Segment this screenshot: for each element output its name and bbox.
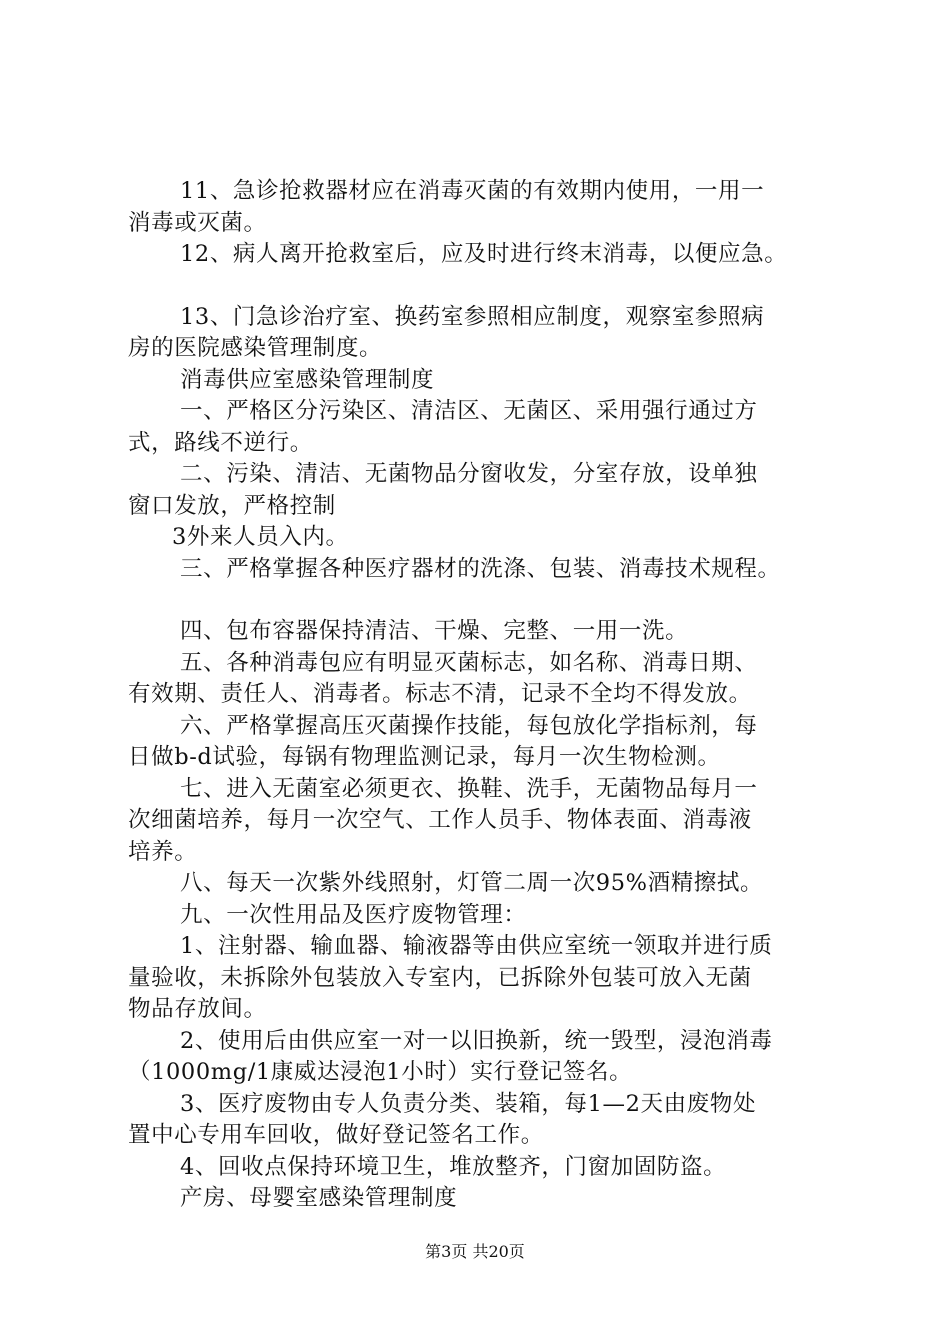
text-line: 二、污染、清洁、无菌物品分窗收发，分室存放，设单独 <box>180 461 758 487</box>
text-line: 3、医疗废物由专人负责分类、装箱，每1—2天由废物处 <box>180 1090 757 1117</box>
text-line: 2、使用后由供应室一对一以旧换新，统一毁型，浸泡消毒 <box>180 1027 773 1054</box>
text-line: 产房、母婴室感染管理制度 <box>180 1185 458 1211</box>
text-line: 培养。 <box>128 838 198 865</box>
paragraph-gap <box>128 585 850 616</box>
paragraph <box>128 1152 850 1184</box>
paragraph <box>128 459 850 522</box>
text-line: 13、门急诊治疗室、换药室参照相应制度，观察室参照病 <box>180 303 765 330</box>
paragraph <box>128 931 850 1026</box>
paragraph-gap <box>128 271 850 302</box>
text-line: 六、严格掌握高压灭菌操作技能，每包放化学指标剂，每 <box>180 712 758 739</box>
paragraph <box>128 711 850 774</box>
paragraph <box>128 774 850 869</box>
text-line: 九、一次性用品及医疗废物管理： <box>180 901 527 928</box>
text-line: 1、注射器、输血器、输液器等由供应室统一领取并进行质 <box>180 933 773 959</box>
paragraph <box>128 176 850 239</box>
paragraph <box>128 868 850 900</box>
paragraph <box>128 616 850 648</box>
text-line: 五、各种消毒包应有明显灭菌标志，如名称、消毒日期、 <box>180 649 758 676</box>
paragraph <box>128 900 850 932</box>
text-line: 11、急诊抢救器材应在消毒灭菌的有效期内使用，一用一 <box>180 178 765 204</box>
page-footer: 第3页 共20页 <box>425 1242 525 1261</box>
paragraph <box>128 522 850 554</box>
text-line: 七、进入无菌室必须更衣、换鞋、洗手，无菌物品每月一 <box>180 775 758 802</box>
document-body <box>128 176 850 1215</box>
text-line: 物品存放间。 <box>128 996 267 1022</box>
text-line: 4、回收点保持环境卫生，堆放整齐，门窗加固防盗。 <box>180 1153 727 1180</box>
text-line: 房的医院感染管理制度。 <box>128 335 383 361</box>
paragraph <box>128 396 850 459</box>
text-line: （1000mg/1康威达浸泡1小时）实行登记签名。 <box>128 1059 633 1085</box>
text-line: 消毒供应室感染管理制度 <box>180 366 435 393</box>
text-line: 3外来人员入内。 <box>172 524 349 550</box>
paragraph <box>128 554 850 586</box>
paragraph <box>128 1183 850 1215</box>
text-line: 有效期、责任人、消毒者。标志不清，记录不全均不得发放。 <box>128 681 752 707</box>
text-line: 次细菌培养，每月一次空气、工作人员手、物体表面、消毒液 <box>128 807 752 833</box>
text-line: 八、每天一次紫外线照射，灯管二周一次95%酒精擦拭。 <box>180 870 764 896</box>
paragraph <box>128 365 850 397</box>
paragraph <box>128 239 850 271</box>
text-line: 12、病人离开抢救室后，应及时进行终末消毒，以便应急。 <box>180 241 788 267</box>
text-line: 式，路线不逆行。 <box>128 429 313 456</box>
paragraph <box>128 1026 850 1089</box>
text-line: 日做b-d试验，每锅有物理监测记录，每月一次生物检测。 <box>128 744 721 770</box>
text-line: 窗口发放，严格控制 <box>128 492 336 519</box>
text-line: 置中心专用车回收，做好登记签名工作。 <box>128 1122 544 1148</box>
paragraph <box>128 1089 850 1152</box>
paragraph <box>128 648 850 711</box>
text-line: 四、包布容器保持清洁、干燥、完整、一用一洗。 <box>180 618 689 644</box>
text-line: 一、严格区分污染区、清洁区、无菌区、采用强行通过方 <box>180 398 758 424</box>
text-line: 三、严格掌握各种医疗器材的洗涤、包装、消毒技术规程。 <box>180 555 781 582</box>
text-line: 量验收，未拆除外包装放入专室内，已拆除外包装可放入无菌 <box>128 964 752 991</box>
paragraph <box>128 302 850 365</box>
text-line: 消毒或灭菌。 <box>128 209 267 236</box>
